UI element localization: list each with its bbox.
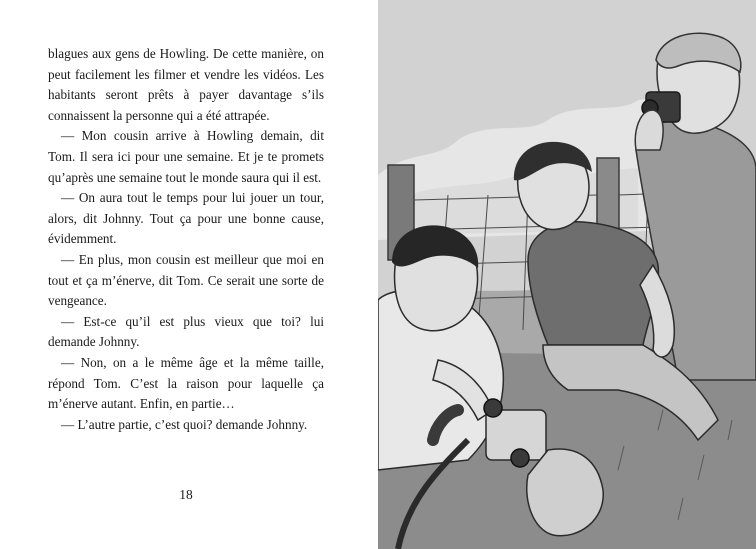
paragraph: blagues aux gens de Howling. De cette manière, on peut facilement les filmer et vendre les vidéos. Les habitants seront prêts à payer davantage s’ils connaissent la personne qui a été attrapée. xyxy=(48,46,324,123)
page-number: 18 xyxy=(179,487,193,502)
illustration-drawing xyxy=(378,0,756,549)
paragraph: — Non, on a le même âge et la même taille, répond Tom. C’est la raison pour laquelle ça m’énerve autant. Enfin, en partie… xyxy=(48,354,324,412)
body-text xyxy=(48,44,324,435)
paragraph: — Mon cousin arrive à Howling demain, dit Tom. Il sera ici pour une semaine. Et je te promets qu’après une semaine tout le monde saura qui il est. xyxy=(48,128,324,185)
paragraph: — On aura tout le temps pour lui jouer un tour, alors, dit Johnny. Tout ça pour une bonne cause, évidemment. xyxy=(48,190,324,247)
paragraph: — L’autre partie, c’est quoi? demande Johnny. xyxy=(61,416,308,432)
paragraph: — Est-ce qu’il est plus vieux que toi? lui demande Johnny. xyxy=(48,313,324,350)
illustration xyxy=(378,0,756,549)
paragraph: — En plus, mon cousin est meilleur que moi en tout et ça m’énerve, dit Tom. Ce serait une sorte de vengeance. xyxy=(48,251,324,309)
